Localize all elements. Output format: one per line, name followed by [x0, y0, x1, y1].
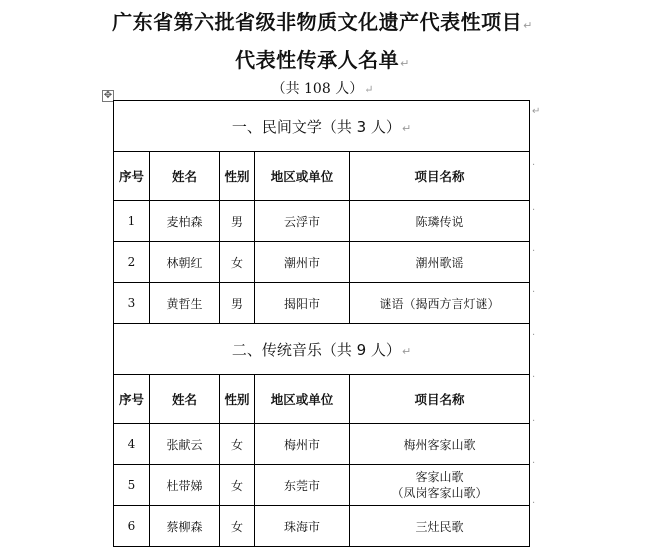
section-heading-row: [114, 101, 530, 152]
cell-project-line2: （凤岗客家山歌）: [391, 486, 488, 500]
row-end-mark-icon: ↵: [532, 106, 541, 117]
cell-project: 潮州歌谣: [350, 242, 530, 283]
paragraph-mark-icon: ↵: [523, 19, 533, 32]
header-region: 地区或单位: [255, 375, 350, 424]
cell-project-line1: 客家山歌: [415, 470, 464, 484]
cell-region: 珠海市: [255, 506, 350, 547]
paragraph-mark-icon: ↵: [401, 344, 412, 358]
row-end-mark-icon: ·: [532, 246, 536, 257]
document-subtitle-title: [0, 44, 645, 73]
paragraph-mark-icon: ↵: [401, 121, 412, 135]
paragraph-mark-icon: ↵: [364, 83, 374, 96]
row-end-mark-icon: ·: [532, 458, 536, 469]
header-name: 姓名: [150, 375, 220, 424]
row-end-mark-icon: ·: [532, 372, 536, 383]
table-row: [114, 506, 530, 547]
header-gender: 性别: [220, 152, 255, 201]
cell-region: 云浮市: [255, 201, 350, 242]
title-line-2: 代表性传承人名单: [235, 48, 400, 72]
cell-region: 东莞市: [255, 465, 350, 506]
document-title: [0, 6, 645, 35]
total-count: [0, 78, 645, 98]
header-project: 项目名称: [350, 152, 530, 201]
cell-gender: 女: [220, 242, 255, 283]
cell-no: 6: [114, 506, 150, 547]
cell-gender: 女: [220, 506, 255, 547]
row-end-mark-icon: ·: [532, 416, 536, 427]
table-header-row: [114, 152, 530, 201]
cell-no: 2: [114, 242, 150, 283]
cell-project: 谜语（揭西方言灯谜）: [350, 283, 530, 324]
cell-project: [350, 465, 530, 506]
header-name: 姓名: [150, 152, 220, 201]
cell-name: 麦柏森: [150, 201, 220, 242]
table-row: [114, 283, 530, 324]
row-end-mark-icon: ·: [532, 330, 536, 341]
cell-gender: 女: [220, 465, 255, 506]
cell-no: 1: [114, 201, 150, 242]
header-region: 地区或单位: [255, 152, 350, 201]
title-line-1: 广东省第六批省级非物质文化遗产代表性项目: [112, 10, 523, 34]
cell-no: 5: [114, 465, 150, 506]
cell-no: 3: [114, 283, 150, 324]
table-row: [114, 242, 530, 283]
cell-region: 潮州市: [255, 242, 350, 283]
cell-region: 揭阳市: [255, 283, 350, 324]
row-end-mark-icon: ·: [532, 287, 536, 298]
cell-name: 杜带娣: [150, 465, 220, 506]
cell-no: 4: [114, 424, 150, 465]
cell-gender: 女: [220, 424, 255, 465]
cell-name: 张献云: [150, 424, 220, 465]
cell-name: 林朝红: [150, 242, 220, 283]
total-count-text: （共 108 人）: [271, 81, 364, 97]
header-project: 项目名称: [350, 375, 530, 424]
cell-project: 陈璘传说: [350, 201, 530, 242]
cell-gender: 男: [220, 201, 255, 242]
header-no: 序号: [114, 152, 150, 201]
row-end-mark-icon: ·: [532, 160, 536, 171]
table-row: [114, 465, 530, 506]
header-gender: 性别: [220, 375, 255, 424]
row-end-mark-icon: ·: [532, 498, 536, 509]
cell-region: 梅州市: [255, 424, 350, 465]
cell-gender: 男: [220, 283, 255, 324]
section-heading: 二、传统音乐（共 9 人）↵: [114, 324, 530, 375]
inheritor-table-container: [113, 100, 529, 547]
cell-project: 三灶民歌: [350, 506, 530, 547]
section-heading-row: [114, 324, 530, 375]
inheritor-table: [113, 100, 530, 547]
table-row: [114, 424, 530, 465]
paragraph-mark-icon: ↵: [400, 57, 410, 70]
table-row: [114, 201, 530, 242]
table-move-handle-icon[interactable]: ✥: [103, 90, 113, 101]
cell-name: 黄哲生: [150, 283, 220, 324]
row-end-mark-icon: ·: [532, 205, 536, 216]
cell-project: 梅州客家山歌: [350, 424, 530, 465]
cell-name: 蔡柳森: [150, 506, 220, 547]
header-no: 序号: [114, 375, 150, 424]
table-header-row: [114, 375, 530, 424]
section-heading: 一、民间文学（共 3 人）↵: [114, 101, 530, 152]
